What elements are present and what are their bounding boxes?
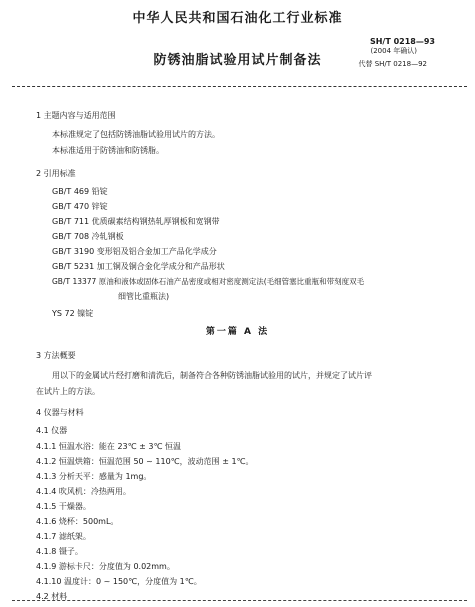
section-2-heading: 2 引用标准	[36, 169, 76, 178]
reference-item: GB/T 5231 加工铜及铜合金化学成分和产品形状	[52, 262, 225, 271]
section-4-heading: 4 仪器与材料	[36, 408, 84, 417]
standard-code: SH/T 0218—93	[369, 37, 435, 46]
replaces-note: 代替 SH/T 0218—92	[358, 60, 427, 68]
section-3-heading: 3 方法概要	[36, 351, 76, 360]
section-3-paragraph-1: 用以下的金属试片经打磨和清洗后，制备符合各种防锈油脂试验用的试片，并规定了试片评	[52, 371, 372, 380]
apparatus-item: 4.1.5 干燥器。	[36, 502, 91, 511]
reference-item: GB/T 13377 原油和液体或固体石油产品密度或相对密度测定法(毛细管塞比重瓶和带刻度双毛	[52, 277, 365, 286]
document-title: 防锈油脂试验用试片制备法	[153, 53, 322, 68]
apparatus-item: 4.1.3 分析天平：感量为 1mg。	[36, 472, 152, 481]
reference-item: GB/T 469 铅锭	[52, 187, 108, 196]
apparatus-item: 4.1.8 镊子。	[36, 547, 83, 556]
apparatus-item: 4.1.9 游标卡尺：分度值为 0.02mm。	[36, 562, 175, 571]
reference-item-continued: 细管比重瓶法)	[118, 292, 170, 301]
section-1-heading: 1 主题内容与适用范围	[36, 111, 116, 120]
section-3-paragraph-2: 在试片上的方法。	[36, 387, 100, 396]
reference-item: GB/T 470 锌锭	[52, 202, 108, 211]
revision-note: (2004 年确认)	[370, 47, 417, 55]
footer-divider	[12, 600, 467, 601]
header-divider	[12, 86, 467, 87]
section-1-paragraph-2: 本标准适用于防锈油和防锈脂。	[52, 146, 164, 155]
apparatus-item: 4.1.4 吹风机：冷热两用。	[36, 487, 131, 496]
reference-item: GB/T 3190 变形铝及铝合金加工产品化学成分	[52, 247, 217, 256]
apparatus-item: 4.1.7 滤纸架。	[36, 532, 91, 541]
reference-item: GB/T 708 冷轧钢板	[52, 232, 124, 241]
subsection-4-2-heading: 4.2 材料	[36, 592, 68, 601]
apparatus-item: 4.1.2 恒温烘箱：恒温范围 50 ~ 110℃，波动范围 ± 1℃。	[36, 457, 254, 466]
reference-item: GB/T 711 优质碳素结构钢热轧厚钢板和宽钢带	[52, 217, 220, 226]
part-title: 第一篇 A 法	[205, 327, 270, 337]
org-title: 中华人民共和国石油化工行业标准	[132, 11, 343, 26]
apparatus-item: 4.1.6 烧杯：500mL。	[36, 517, 119, 526]
subsection-4-1-heading: 4.1 仪器	[36, 426, 68, 435]
section-1-paragraph-1: 本标准规定了包括防锈油脂试验用试片的方法。	[52, 130, 220, 139]
apparatus-item: 4.1.1 恒温水浴：能在 23℃ ± 3℃ 恒温	[36, 442, 182, 451]
reference-item: YS 72 镍锭	[52, 309, 94, 318]
apparatus-item: 4.1.10 温度计：0 ~ 150℃，分度值为 1℃。	[36, 577, 202, 586]
